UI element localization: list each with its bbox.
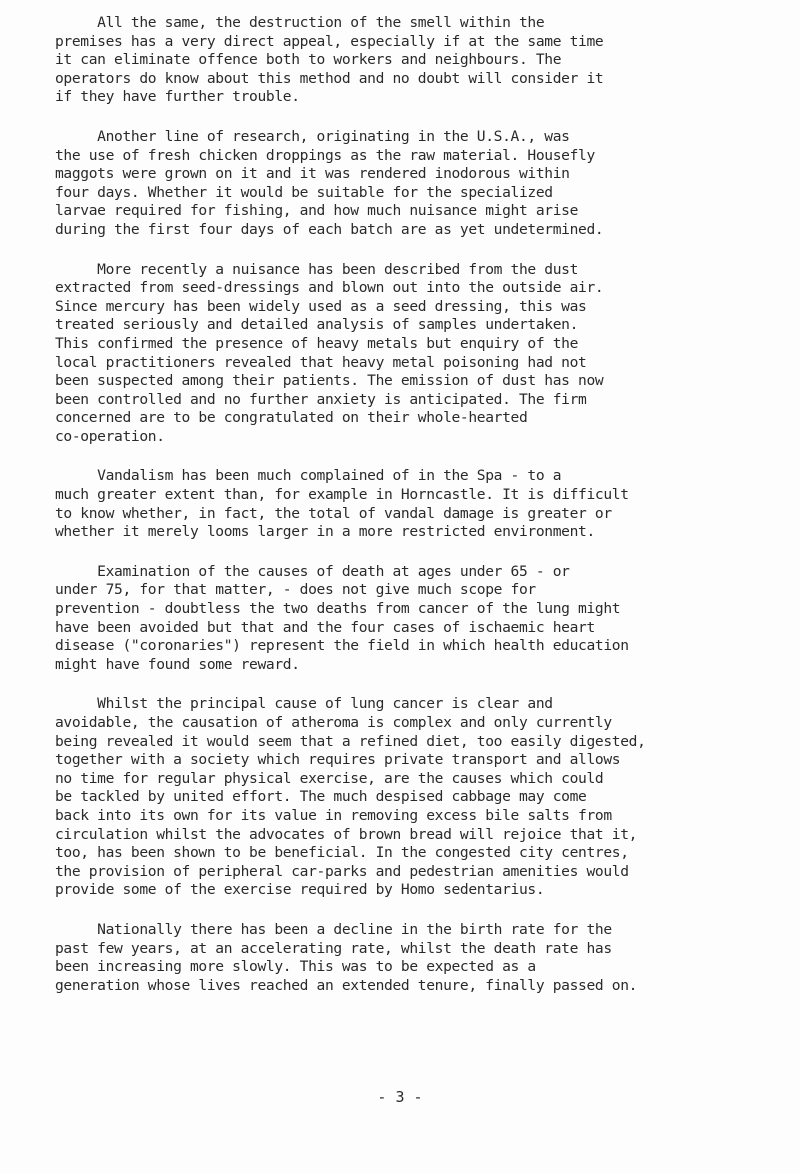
text-line: been suspected among their patients. The emission of dust has now: [55, 372, 604, 390]
text-line: during the first four days of each batch are as yet undetermined.: [55, 220, 604, 238]
text-line: the use of fresh chicken droppings as the raw material. Housefly: [55, 146, 595, 164]
text-line: provide some of the exercise required by Homo sedentarius.: [55, 881, 545, 899]
text-line: treated seriously and detailed analysis of samples undertaken.: [55, 316, 579, 334]
text-line: Examination of the causes of death at ages under 65 - or: [55, 562, 570, 580]
text-line: been increasing more slowly. This was to be expected as a: [55, 958, 536, 976]
text-line: much greater extent than, for example in Horncastle. It is difficult: [55, 486, 629, 504]
text-line: Since mercury has been widely used as a seed dressing, this was: [55, 297, 587, 315]
text-line: extracted from seed-dressings and blown out into the outside air.: [55, 279, 604, 297]
text-line: avoidable, the causation of atheroma is complex and only currently: [55, 714, 612, 731]
text-line: have been avoided but that and the four cases of ischaemic heart: [55, 618, 595, 636]
text-line: too, has been shown to be beneficial. In the congested city centres,: [55, 844, 629, 862]
text-line: past few years, at an accelerating rate, whilst the death rate has: [55, 939, 612, 957]
text-line: This confirmed the presence of heavy metals but enquiry of the: [55, 334, 579, 352]
text-line: disease ("coronaries") represent the field in which health education: [55, 637, 629, 655]
text-line: been controlled and no further anxiety is anticipated. The firm: [55, 390, 587, 408]
text-line: co-operation.: [55, 427, 165, 445]
text-line: being revealed it would seem that a refined diet, too easily digested,: [55, 732, 646, 750]
text-line: be tackled by united effort. The much despised cabbage may come: [55, 788, 587, 806]
text-line: might have found some reward.: [55, 655, 300, 673]
text-line: prevention - doubtless the two deaths from cancer of the lung might: [55, 600, 621, 618]
text-line: no time for regular physical exercise, are the causes which could: [55, 769, 604, 787]
text-line: four days. Whether it would be suitable for the specialized: [55, 183, 553, 201]
text-line: concerned are to be congratulated on their whole-hearted: [55, 409, 528, 427]
paragraph-birth-death-rate: [55, 921, 767, 995]
text-line: More recently a nuisance has been described from the dust: [55, 260, 579, 278]
paragraph-causes-of-death: [55, 563, 767, 675]
page-number: - 3 -: [377, 1088, 423, 1106]
text-line: maggots were grown on it and it was rendered inodorous within: [55, 165, 570, 183]
body-text: [55, 14, 767, 1016]
text-line: Whilst the principal cause of lung cancer is clear and: [55, 695, 553, 713]
text-line: together with a society which requires private transport and allows: [55, 751, 621, 769]
paragraph-vandalism: [55, 467, 767, 541]
text-line: premises has a very direct appeal, especially if at the same time: [55, 32, 604, 50]
text-line: operators do know about this method and no doubt will consider it: [55, 69, 604, 87]
text-line: it can eliminate offence both to workers and neighbours. The: [55, 51, 562, 69]
paragraph-smell-destruction: [55, 14, 767, 107]
text-line: if they have further trouble.: [55, 88, 300, 106]
text-line: whether it merely looms larger in a more restricted environment.: [55, 523, 595, 541]
text-line: back into its own for its value in removing excess bile salts from: [55, 806, 612, 824]
text-line: generation whose lives reached an extended tenure, finally passed on.: [55, 976, 638, 994]
text-line: Nationally there has been a decline in the birth rate for the: [55, 920, 612, 938]
text-line: under 75, for that matter, - does not give much scope for: [55, 581, 536, 599]
text-line: Another line of research, originating in the U.S.A., was: [55, 127, 570, 145]
paragraph-lung-cancer-atheroma: [55, 695, 767, 900]
text-line: Vandalism has been much complained of in the Spa - to a: [55, 467, 562, 485]
paragraph-seed-dressing-dust: [55, 261, 767, 447]
text-line: circulation whilst the advocates of brown bread will rejoice that it,: [55, 825, 638, 843]
text-line: the provision of peripheral car-parks and pedestrian amenities would: [55, 862, 629, 880]
text-line: larvae required for fishing, and how much nuisance might arise: [55, 202, 579, 220]
text-line: All the same, the destruction of the smell within the: [55, 14, 545, 31]
text-line: local practitioners revealed that heavy metal poisoning had not: [55, 353, 587, 371]
paragraph-chicken-droppings: [55, 128, 767, 240]
text-line: to know whether, in fact, the total of vandal damage is greater or: [55, 504, 612, 522]
